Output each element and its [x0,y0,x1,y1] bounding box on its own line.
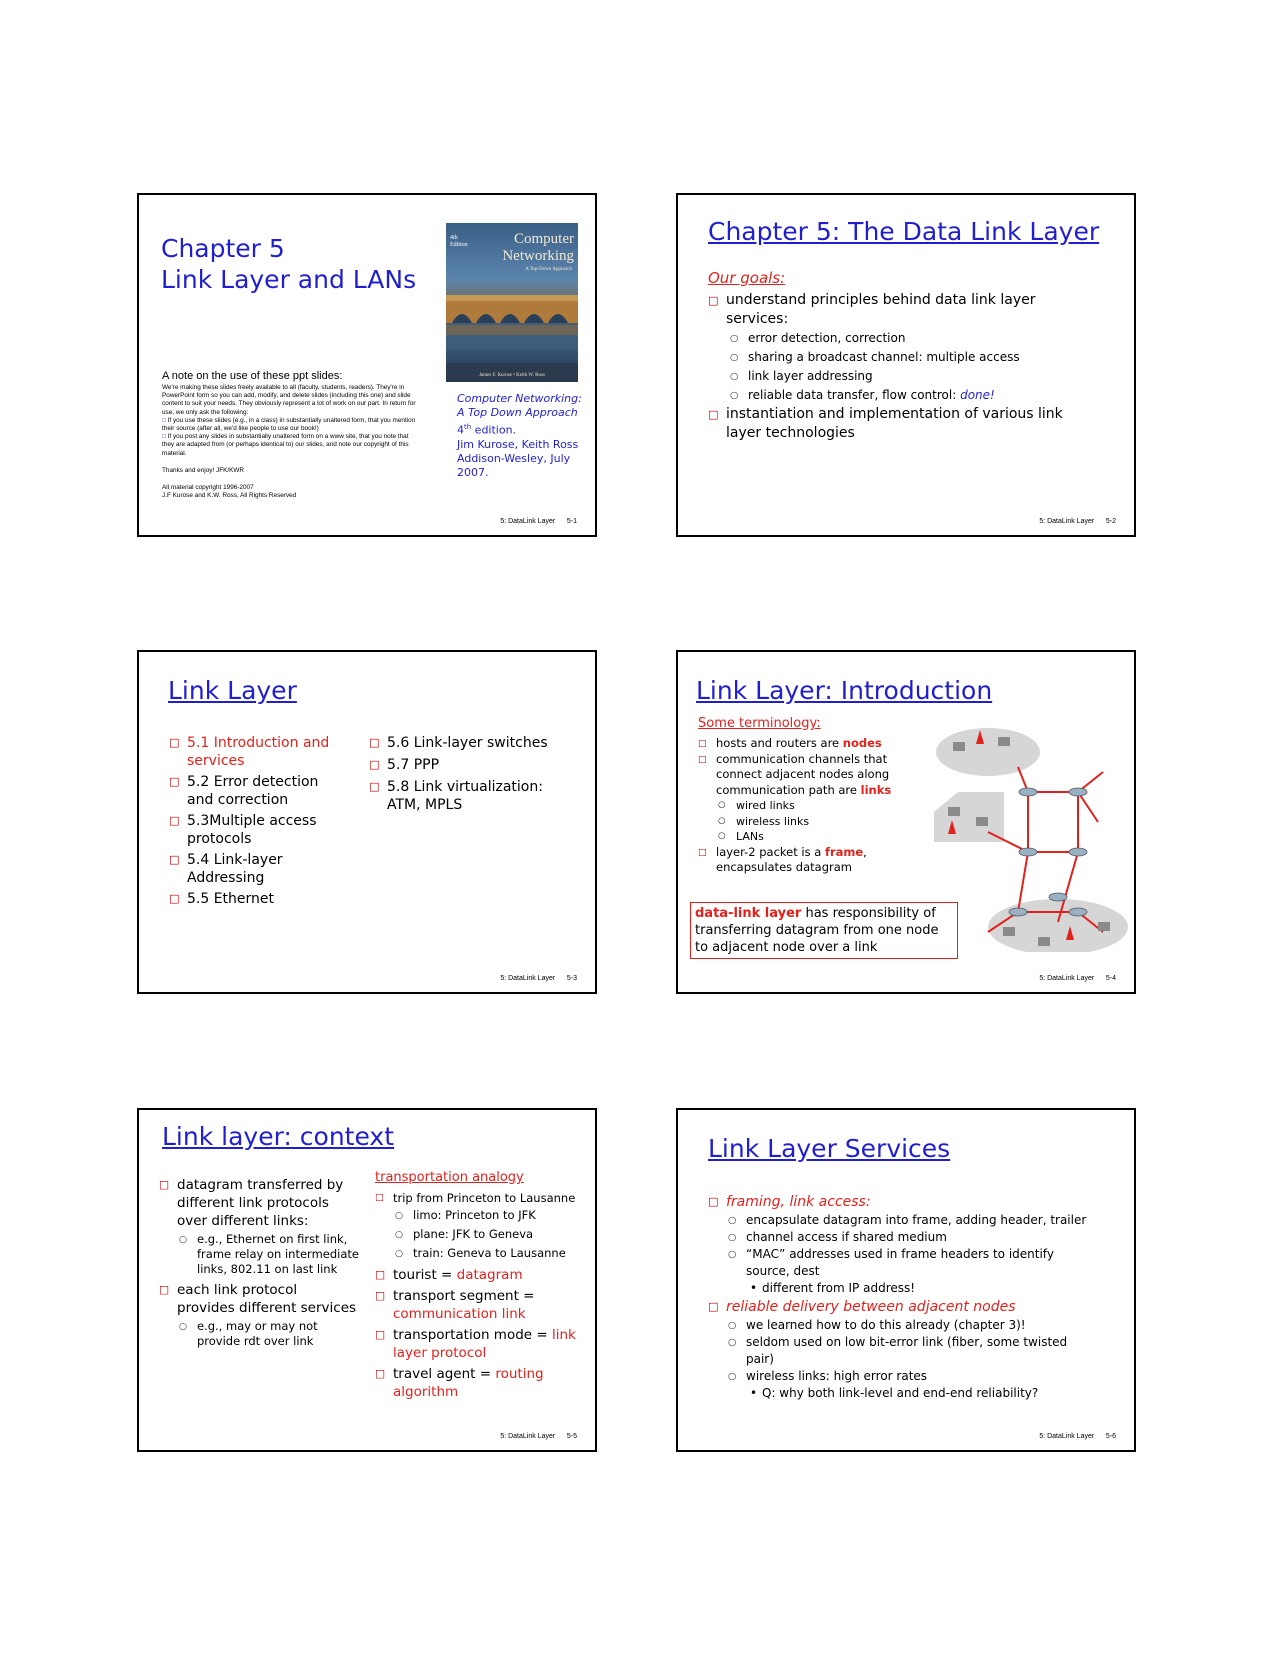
slide-footer: 5: DataLink Layer 5-2 [1039,518,1116,525]
note-item-2: If you post any slides in substantially unaltered form on a www site, that you note that they are adapted from (or perhaps identical to) our slides, and note our copyright of this material. [162,433,409,457]
slide-2 [676,193,1136,537]
list-item: □ layer-2 packet is a frame, encapsulates datagram [698,845,898,876]
list-item: □ reliable delivery between adjacent nodes [708,1297,1118,1317]
list-item: □ datagram transferred by different link protocols over different links: [159,1176,359,1230]
list-item: ○ reliable data transfer, flow control: done! [730,386,1118,405]
slide-2-title: Chapter 5: The Data Link Layer [708,217,1100,246]
list-item: ○ wired links [718,798,898,814]
note-body: We're making these slides freely available to all (faculty, students, readers). They're in PowerPoint form so you can add, modify, and delete slides (including this one) and slide content to suit your needs. They obviously represent a lot of work on our part. In return for use, we only ask the following: [162,384,416,416]
slide-1-title: Chapter 5 Link Layer and LANs [161,234,417,294]
list-item: ○ encapsulate datagram into frame, adding header, trailer [728,1212,1118,1229]
slide-3-title: Link Layer [168,676,297,705]
slide-footer: 5: DataLink Layer 5-1 [500,518,577,525]
list-item: ○ seldom used on low bit-error link (fiber, some twisted pair) [728,1334,1118,1368]
toc-item-5-7[interactable]: □ 5.7 PPP [369,756,569,774]
definition-box: data-link layer has responsibility of transferring datagram from one node to adjacent node over a link [690,902,958,959]
list-item: □ instantiation and implementation of various link layer technologies [708,405,1118,443]
slide-1 [137,193,597,537]
list-item: □ tourist = datagram [375,1266,585,1284]
note-thanks: Thanks and enjoy! JFK/KWR [162,466,245,474]
slide-footer: 5: DataLink Layer 5-6 [1039,1433,1116,1440]
slide-footer: 5: DataLink Layer 5-4 [1039,975,1116,982]
list-item: ○ error detection, correction [730,329,1118,348]
list-item: ○ e.g., may or may not provide rdt over link [179,1319,359,1349]
book-authors: James F. Kurose • Keith W. Ross [479,373,545,378]
list-item: □ hosts and routers are nodes [698,736,898,752]
toc-item-5-1[interactable]: □ 5.1 Introduction and services [169,734,349,770]
list-item: ○ sharing a broadcast channel: multiple access [730,348,1118,367]
slide-footer: 5: DataLink Layer 5-5 [500,1433,577,1440]
network-diagram [928,722,1128,952]
ppt-note: A note on the use of these ppt slides: We're making these slides freely available to all (faculty, students, readers). They're in PowerPoint form so you can add, modify, and delete slides (including this one) and slide content to suit your needs. They obviously represent a lot of work on our part. In return for use, we only ask the following: □ If you use these slides (e.g., in a class) in substantially unaltered form, that you mention their source (after all, we'd like people to use our book!) □ If you post any slides in substantially unaltered form on a www site, that you note that they are adapted from (or perhaps identical to) our slides, and note our copyright of this material. Thanks and enjoy! JFK/KWR All material copyright 1996-2007 J.F Kurose and K.W. Ross, All Rights Reserved [162,370,422,500]
toc-item-5-2[interactable]: □ 5.2 Error detection and correction [169,773,349,809]
goals-heading: Our goals: [708,269,786,287]
context-right [375,1190,585,1401]
toc-item-5-5[interactable]: □ 5.5 Ethernet [169,890,349,908]
list-item: ○ LANs [718,829,898,845]
list-item: □ travel agent = routing algorithm [375,1365,585,1401]
toc-item-5-3[interactable]: □ 5.3Multiple access protocols [169,812,349,848]
analogy-heading: transportation analogy [375,1170,524,1185]
slide-4 [676,650,1136,994]
list-item: □ framing, link access: [708,1192,1118,1212]
book-edition: 4th Edition [450,235,468,248]
toc-left [169,734,349,908]
terminology-heading: Some terminology: [698,716,821,731]
list-item: □ understand principles behind data link layer services: [708,291,1118,329]
list-item: ○ link layer addressing [730,367,1118,386]
slide-5-title: Link layer: context [162,1122,395,1151]
list-item: • different from IP address! [750,1280,1118,1297]
list-item: □ each link protocol provides different services [159,1281,359,1317]
list-item: ○ train: Geneva to Lausanne [395,1244,585,1263]
list-item: □ transportation mode = link layer protocol [375,1326,585,1362]
slide-3 [137,650,597,994]
context-left [159,1176,359,1349]
note-title: A note on the use of these ppt slides: [162,370,343,382]
bridge-illustration [446,223,578,382]
terminology-list [698,736,898,876]
slide-4-title: Link Layer: Introduction [696,676,993,705]
list-item: ○ we learned how to do this already (chapter 3)! [728,1317,1118,1334]
book-caption: Computer Networking: A Top Down Approach 4th edition. Jim Kurose, Keith Ross Addison-Wesley, July 2007. [457,392,582,479]
book-subtitle: A Top-Down Approach [525,267,572,272]
list-item: □ communication channels that connect adjacent nodes along communication path are links [698,752,898,799]
toc-item-5-4[interactable]: □ 5.4 Link-layer Addressing [169,851,349,887]
toc-right [369,734,569,814]
slide-footer: 5: DataLink Layer 5-3 [500,975,577,982]
list-item: • Q: why both link-level and end-end reliability? [750,1385,1118,1402]
copyright-line-2: J.F Kurose and K.W. Ross, All Rights Reserved [162,492,297,500]
slide-5 [137,1108,597,1452]
book-cover-image [446,223,578,382]
list-item: ○ plane: JFK to Geneva [395,1225,585,1244]
copyright-line-1: All material copyright 1996-2007 [162,483,254,491]
note-item-1: If you use these slides (e.g., in a class) in substantially unaltered form, that you mention their source (after all, we'd like people to use our book!) [162,416,416,433]
slide-6 [676,1108,1136,1452]
toc-item-5-8[interactable]: □ 5.8 Link virtualization: ATM, MPLS [369,778,569,814]
list-item: ○ wireless links: high error rates [728,1368,1118,1385]
slide-6-title: Link Layer Services [708,1134,951,1163]
list-item: ○ wireless links [718,814,898,830]
list-item: ○ limo: Princeton to JFK [395,1206,585,1225]
services-list [708,1192,1118,1402]
list-item: ○ channel access if shared medium [728,1229,1118,1246]
goals-list [708,291,1118,443]
list-item: □ transport segment = communication link [375,1287,585,1323]
list-item: ○ e.g., Ethernet on first link, frame relay on intermediate links, 802.11 on last link [179,1232,359,1277]
list-item: ○ “MAC” addresses used in frame headers to identify source, dest [728,1246,1118,1280]
toc-item-5-6[interactable]: □ 5.6 Link-layer switches [369,734,569,752]
book-title: Computer Networking [502,231,574,264]
list-item: □ trip from Princeton to Lausanne [375,1190,585,1206]
